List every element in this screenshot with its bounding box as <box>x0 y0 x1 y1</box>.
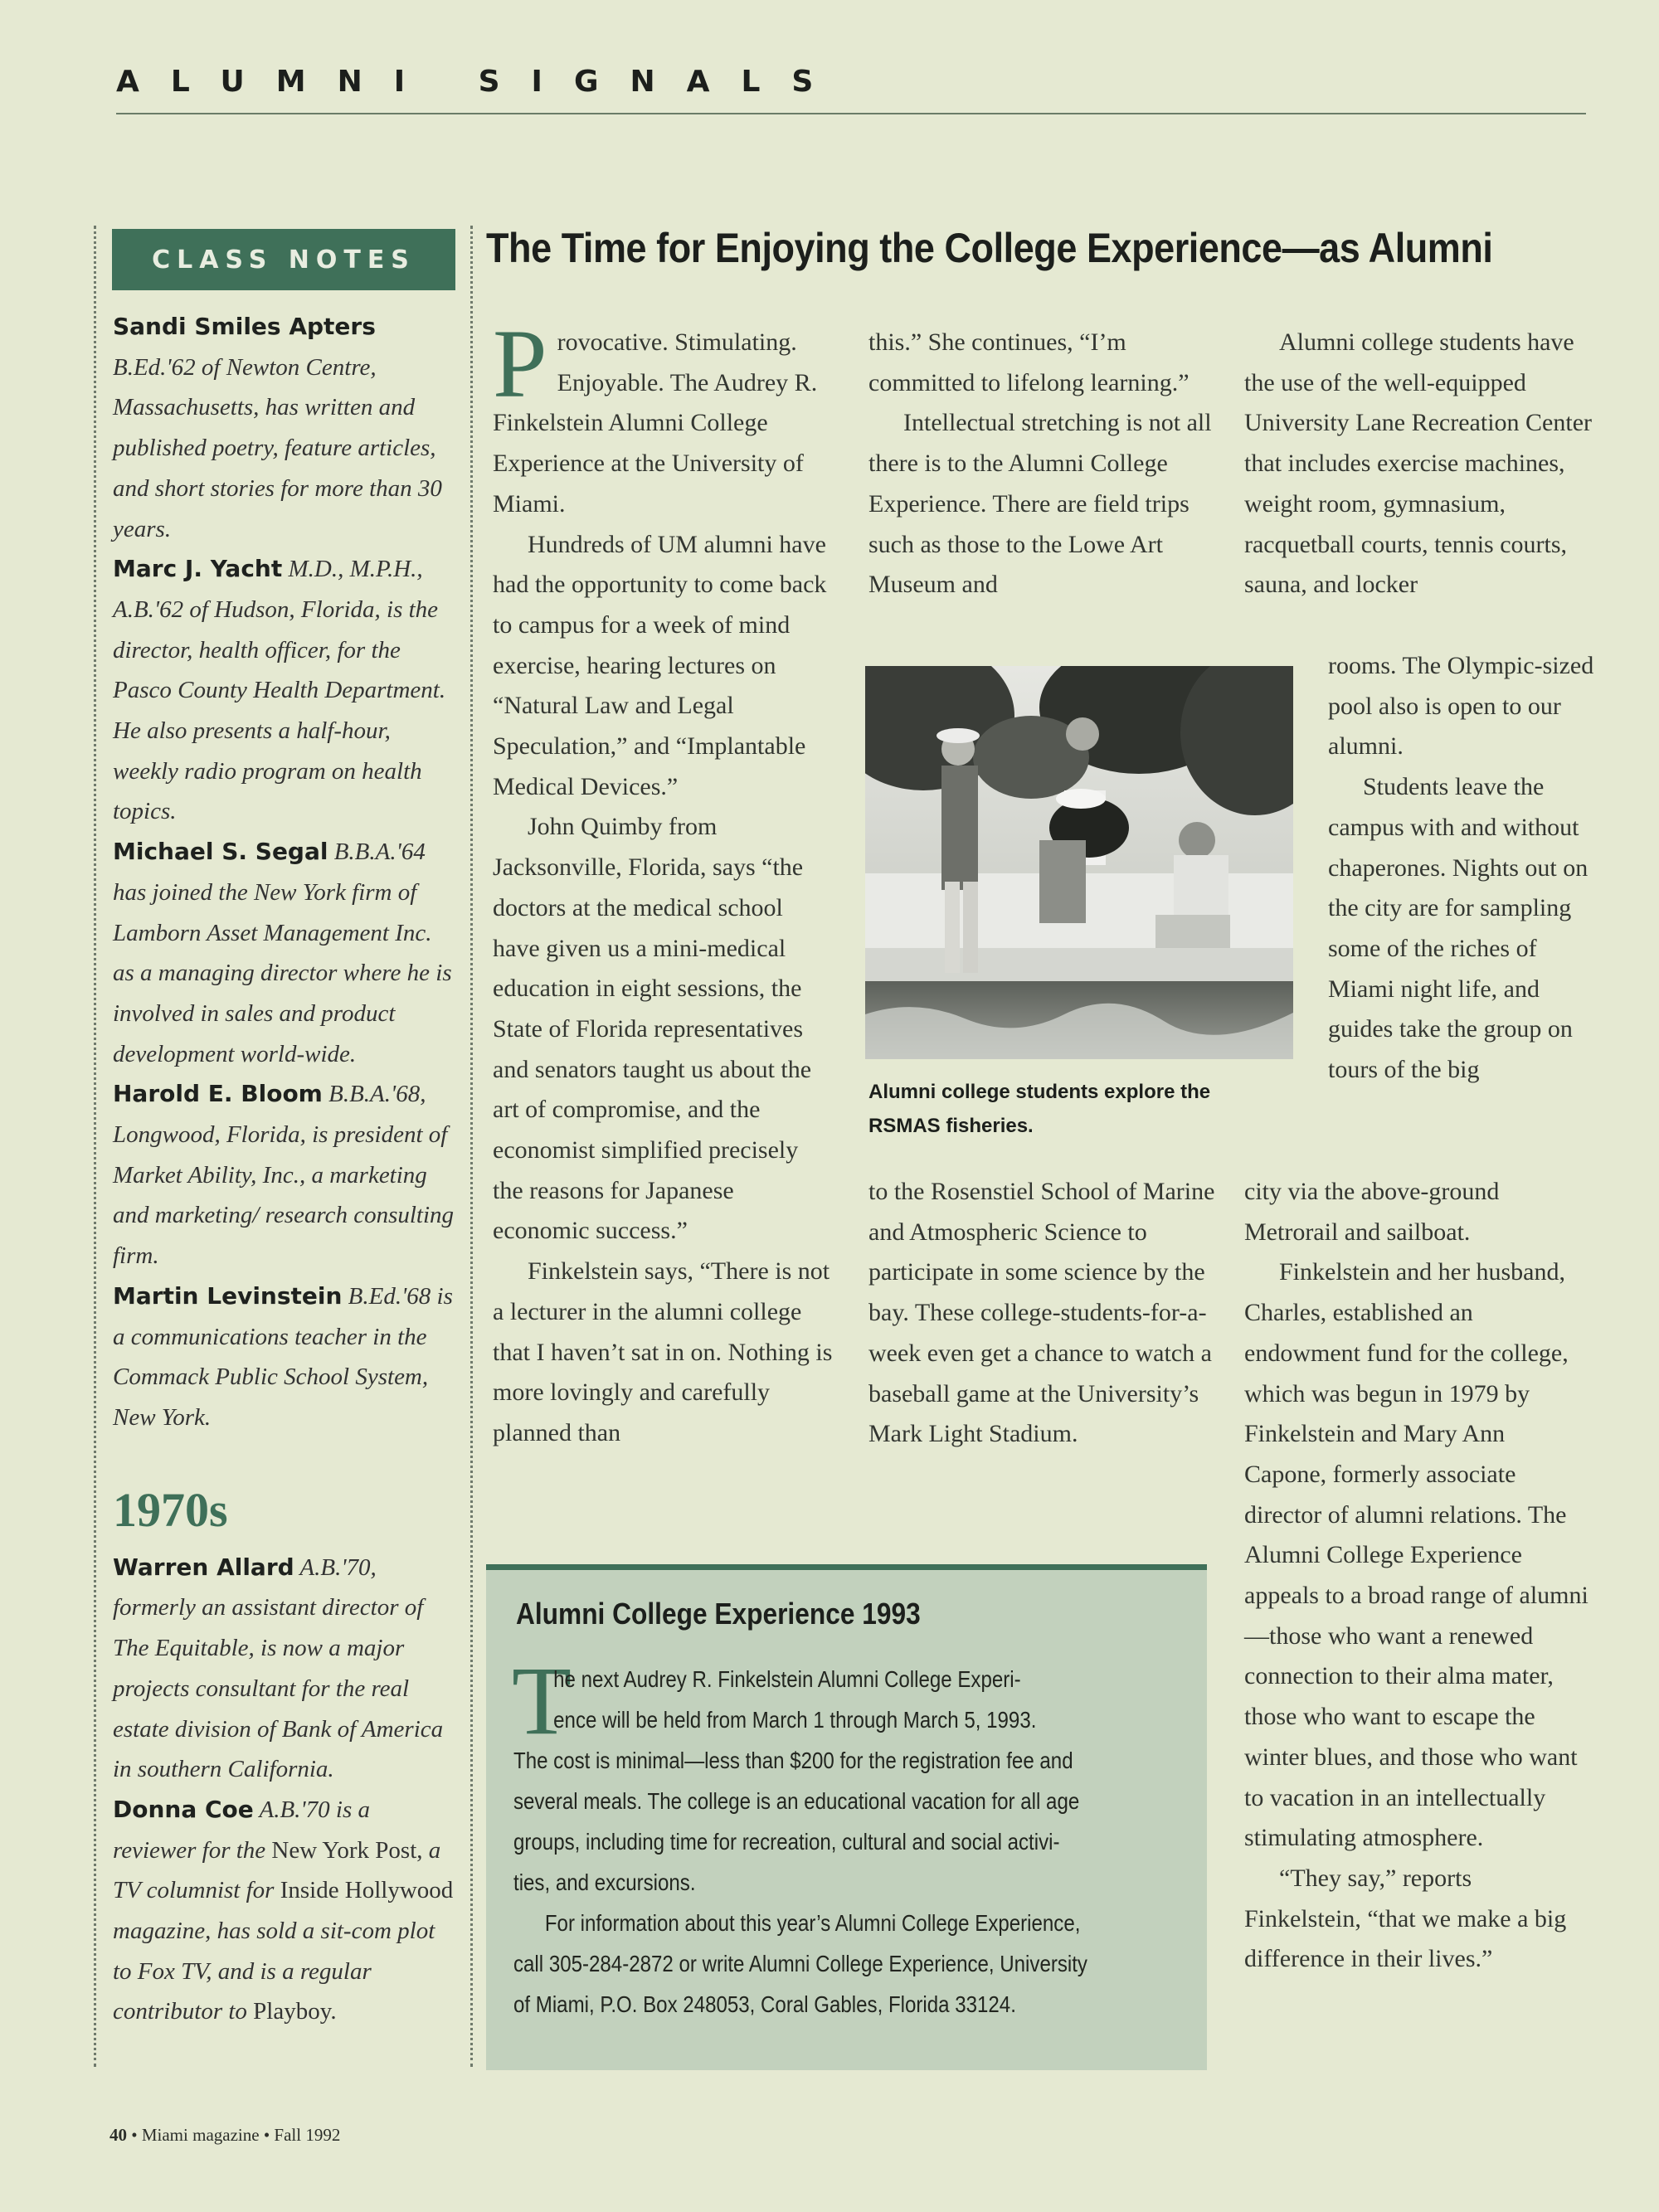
article-paragraph: city via the above-ground Metrorail and sailboat. <box>1244 1178 1500 1246</box>
note-text: M.D., M.P.H., A.B.'62 of Hudson, Florida, is the director, health officer, for the Pasco County Health Department. He also presents a half-hour, weekly radio program on health topics. <box>113 556 446 825</box>
article-column-2-bottom <box>868 1172 1219 1455</box>
class-note <box>113 1276 457 1438</box>
drop-cap: P <box>493 309 547 418</box>
alumnus-name: Michael S. Segal <box>113 838 328 866</box>
info-box-body <box>513 1659 1184 2025</box>
box-line: groups, including time for recreation, cultural and social activi- <box>513 1829 1060 1855</box>
article-paragraph: Intellectual stretching is not all there is to the Alumni College Experience. There are field trips such as those to the Lowe Art Museum and <box>868 409 1212 599</box>
note-text: B.Ed.'68 is a communications teacher in the Commack Public School System, New York. <box>113 1282 453 1431</box>
photo-alumni-at-fisheries <box>865 666 1293 1059</box>
sidebar-left-divider <box>94 226 96 2067</box>
alumnus-name: Sandi Smiles Apters <box>113 313 376 340</box>
article-paragraph: “They say,” reports Finkelstein, “that we make a big difference in their lives.” <box>1244 1864 1567 1973</box>
info-box-title: Alumni College Experience 1993 <box>516 1597 921 1631</box>
article-paragraph: Alumni college students have the use of the well-equipped University Lane Recreation Center that includes exercise machines, weight room, gymnasium, racquetball courts, tennis courts, sauna, and locker <box>1244 328 1593 599</box>
note-text: B.B.A.'68, Longwood, Florida, is president of Market Ability, Inc., a marketing and marketing/ research consulting firm. <box>113 1081 455 1270</box>
issue-date: Fall 1992 <box>274 2125 341 2145</box>
magazine-name: Miami magazine <box>141 2125 260 2145</box>
footer-separator: • <box>131 2125 138 2145</box>
box-line: The cost is minimal—less than $200 for the registration fee and <box>513 1748 1073 1773</box>
article-paragraph: Finkelstein says, “There is not a lecturer in the alumni college that I haven’t sat in on. Nothing is more lovingly and carefully planned than <box>493 1257 833 1446</box>
article-paragraph: John Quimby from Jacksonville, Florida, says “the doctors at the medical school have given us a mini-medical education in eight sessions, the State of Florida representatives and senators taught us about the art of compromise, and the economist simplified precisely the reasons for Japanese economic success.” <box>493 813 812 1245</box>
article-paragraph <box>493 309 834 525</box>
box-line: of Miami, P.O. Box 248053, Coral Gables, Florida 33124. <box>513 1991 1016 2017</box>
article-paragraph: Students leave the campus with and without chaperones. Nights out on the city are for sampling some of the riches of Miami night life, and guides take the group on tours of the big <box>1328 773 1588 1084</box>
page-footer <box>109 2125 340 2146</box>
drop-cap: T <box>512 1646 572 1755</box>
note-text: magazine, has sold a sit-com plot to Fox TV, and is a regular contributor to <box>113 1918 435 2025</box>
header-rule <box>116 113 1586 114</box>
paragraph-text: rovocative. Stimulating. Enjoyable. The Audrey R. Finkelstein Alumni College Experience at the University of Miami. <box>493 328 818 518</box>
article-headline: The Time for Enjoying the College Experience—as Alumni <box>486 225 1493 271</box>
article-paragraph: Finkelstein and her husband, Charles, established an endowment fund for the college, which was begun in 1979 by Finkelstein and Mary Ann Capone, formerly associate director of alumni relations. The Alumni College Experience appeals to a broad range of alumni—those who want a renewed connection to their alma mater, those who want to escape the winter blues, and those who want to vacation in an intellectually stimulating atmosphere. <box>1244 1258 1588 1852</box>
note-text: A.B.'70 is a reviewer for the <box>113 1796 370 1864</box>
article-paragraph: Hundreds of UM alumni have had the opportunity to come back to campus for a week of mind exercise, hearing lectures on “Natural Law and Legal Speculation,” and “Implantable Medical Devices.” <box>493 530 827 800</box>
note-text: B.Ed.'62 of Newton Centre, Massachusetts, has written and published poetry, feature articles, and short stories for more than 30 years. <box>113 353 442 542</box>
publication-name: Playboy. <box>253 1998 337 2025</box>
publication-name: Inside Hollywood <box>280 1877 454 1904</box>
alumnus-name: Harold E. Bloom <box>113 1080 323 1108</box>
article-column-1 <box>493 309 834 1454</box>
alumnus-name: Warren Allard <box>113 1553 294 1581</box>
publication-name: New York Post, <box>271 1836 423 1864</box>
note-text: B.B.A.'64 has joined the New York firm of Lamborn Asset Management Inc. as a managing director where he is involved in sales and product development world-wide. <box>113 839 452 1067</box>
alumnus-name: Martin Levinstein <box>113 1281 343 1310</box>
class-notes-banner: CLASS NOTES <box>112 229 455 290</box>
article-paragraph: this.” She continues, “I’m committed to lifelong learning.” <box>868 328 1190 396</box>
box-line: call 305-284-2872 or write Alumni College Experience, University <box>513 1951 1087 1976</box>
class-note <box>113 549 457 832</box>
box-line: several meals. The college is an educational vacation for all age <box>513 1788 1080 1814</box>
article-paragraph: to the Rosenstiel School of Marine and Atmospheric Science to participate in some science by the bay. These college-students-for-a-week even get a chance to watch a baseball game at the University’s Mark Light Stadium. <box>868 1178 1215 1448</box>
alumnus-name: Marc J. Yacht <box>113 555 283 583</box>
box-line: ence will be held from March 1 through March 5, 1993. <box>553 1707 1037 1733</box>
class-note <box>113 1790 457 2032</box>
footer-separator: • <box>263 2125 270 2145</box>
photo-caption: Alumni college students explore the RSMAS fisheries. <box>868 1081 1211 1137</box>
page-number: 40 <box>109 2125 127 2145</box>
article-paragraph: rooms. The Olympic-sized pool also is open to our alumni. <box>1328 652 1594 761</box>
decade-heading: 1970s <box>113 1482 228 1537</box>
box-line: For information about this year’s Alumni College Experience, <box>544 1910 1081 1936</box>
note-text: A.B.'70, formerly an assistant director of The Equitable, is now a major projects consultant for the real estate division of Bank of America in southern California. <box>113 1553 444 1783</box>
alumnus-name: Donna Coe <box>113 1795 254 1823</box>
class-notes-sidebar <box>113 307 457 2032</box>
class-note <box>113 1548 457 1790</box>
note-text: a TV columnist for <box>113 1836 441 1904</box>
class-note <box>113 307 457 549</box>
box-line: he next Audrey R. Finkelstein Alumni College Experi- <box>553 1666 1021 1692</box>
box-line: ties, and excursions. <box>513 1869 696 1895</box>
photo-image <box>865 666 1293 1059</box>
article-column-3-top <box>1244 323 1593 605</box>
section-title: ALUMNI SIGNALS <box>116 65 845 99</box>
class-note <box>113 1074 457 1276</box>
article-column-3-wrap <box>1328 646 1595 1091</box>
sidebar-right-divider <box>470 226 473 2067</box>
class-note <box>113 832 457 1074</box>
article-column-2-top <box>868 323 1219 605</box>
article-column-3-bottom <box>1244 1172 1593 1980</box>
